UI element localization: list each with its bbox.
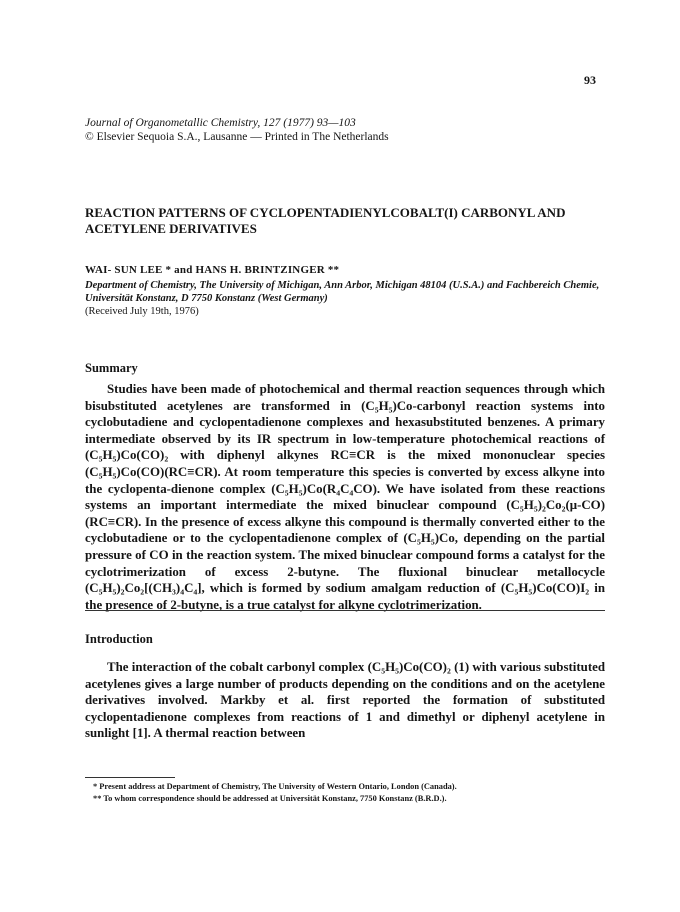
footnotes [93, 781, 613, 805]
summary-section [85, 381, 605, 613]
summary-heading: Summary [85, 361, 138, 375]
section-divider [85, 610, 605, 611]
footnote-divider [85, 777, 175, 778]
received-date: (Received July 19th, 1976) [85, 306, 199, 317]
journal-citation: Journal of Organometallic Chemistry, 127 (1977) 93—103 [85, 117, 356, 129]
introduction-section [85, 659, 605, 742]
publisher-line: © Elsevier Sequoia S.A., Lausanne — Printed in The Netherlands [85, 131, 389, 143]
journal-header [85, 116, 605, 144]
footnote-1: * Present address at Department of Chemistry, The University of Western Ontario, London (Canada). [93, 782, 457, 791]
footnote-2: ** To whom correspondence should be addressed at Universität Konstanz, 7750 Konstanz (B.R.D.). [93, 794, 447, 803]
article-title: REACTION PATTERNS OF CYCLOPENTADIENYLCOBALT(I) CARBONYL AND ACETYLENE DERIVATIVES [85, 205, 566, 236]
introduction-paragraph: The interaction of the cobalt carbonyl complex (C₅H₅)Co(CO)₂ (1) with various substituted acetylenes gives a large number of products depending on the conditions and on the acetylene derivatives involved. Markby et al. first reported the formation of substituted cyclopentadienone complexes from reactions of 1 and dimethyl or diphenyl acetylene in sunlight [1]. A thermal reaction between [85, 660, 605, 741]
introduction-heading: Introduction [85, 632, 153, 646]
author-list: WAI- SUN LEE * and HANS H. BRINTZINGER ** [85, 264, 340, 276]
page-number: 93 [584, 73, 596, 87]
affiliation: Department of Chemistry, The University of Michigan, Ann Arbor, Michigan 48104 (U.S.A.) and Fachbereich Chemie, Universität Konstanz, D 7750 Konstanz (West Germany) [85, 280, 600, 304]
summary-paragraph: Studies have been made of photochemical and thermal reaction sequences through which bisubstituted acetylenes are transformed in (C₅H₅)Co-carbonyl reaction systems into cyclobutadiene and cyclopentadienone complexes and hexasubstituted benzenes. A primary intermediate observed by its IR spectrum in low-temperature photochemical reactions of (C₅H₅)Co(CO)₂ with diphenyl alkynes RC≡CR is the mixed mononuclear species (C₅H₅)Co(CO)(RC≡CR). At room temperature this species is converted by excess alkyne into the cyclopenta-dienone complex (C₅H₅)Co(R₄C₄CO). We have isolated from these reactions systems an important intermediate the mixed binuclear compound (C₅H₅)₂Co₂(μ-CO)(RC≡CR). In the presence of excess alkyne this compound is thermally converted either to the cyclobutadiene or to the cyclopentadienone complex of (C₅H₅)Co, depending on the partial pressure of CO in the reaction system. The mixed binuclear compound forms a catalyst for the cyclotrimerization of excess 2-butyne. The fluxional binuclear metallocycle (C₅H₅)₂Co₂[(CH₃)₄C₄], which is formed by sodium amalgam reduction of (C₅H₅)Co(CO)I₂ in the presence of 2-butyne, is a true catalyst for alkyne cyclotrimerization. [85, 382, 605, 612]
